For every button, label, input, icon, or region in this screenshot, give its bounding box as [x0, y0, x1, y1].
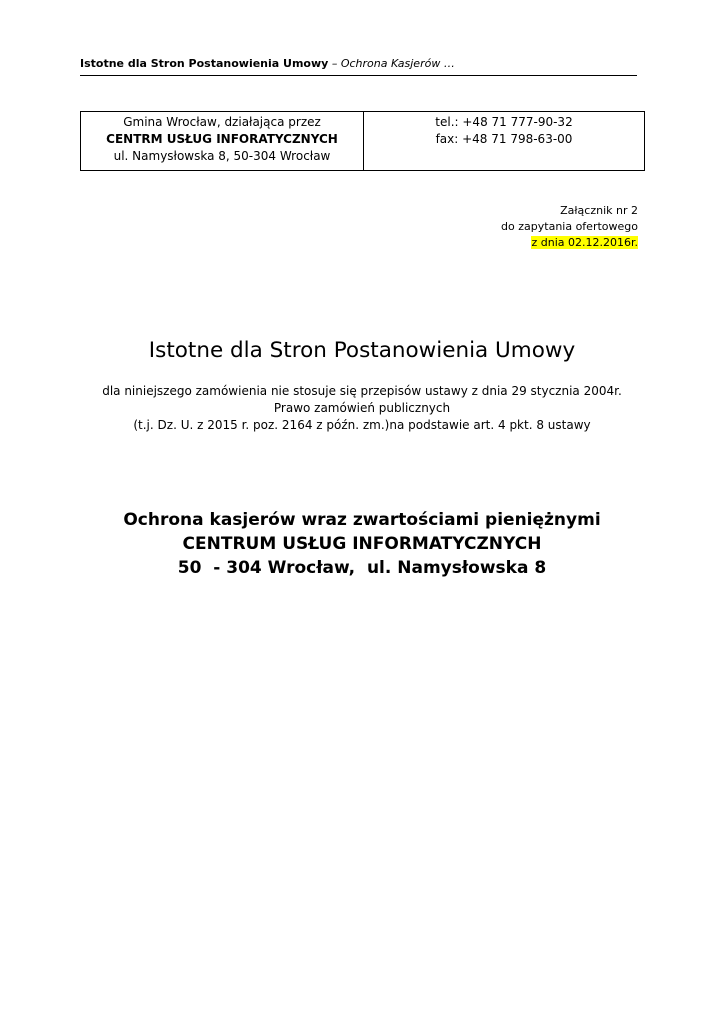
attachment-reference: do zapytania ofertowego — [501, 220, 638, 233]
telephone-number: tel.: +48 71 777-90-32 — [435, 115, 573, 129]
attachment-number: Załącznik nr 2 — [560, 204, 638, 217]
legal-basis-line-3: (t.j. Dz. U. z 2015 r. poz. 2164 z późn. zm.)na podstawie art. 4 pkt. 8 ustawy — [133, 418, 591, 432]
contact-info-table — [80, 111, 645, 171]
legal-basis-line-1: dla niniejszego zamówienia nie stosuje się przepisów ustawy z dnia 29 stycznia 2004r. — [102, 384, 622, 398]
municipality-line: Gmina Wrocław, działająca przez — [123, 115, 321, 129]
header-divider — [80, 75, 637, 76]
subject-line-3: 50 - 304 Wrocław, ul. Namysłowska 8 — [177, 558, 547, 578]
running-header-title: Istotne dla Stron Postanowienia Umowy — [80, 57, 329, 70]
legal-basis-line-2: Prawo zamówień publicznych — [273, 401, 451, 415]
subject-line-1: Ochrona kasjerów wraz zwartościami pieniężnymi — [123, 510, 601, 530]
legal-basis-paragraph — [0, 383, 724, 434]
running-header-subtitle: – Ochrona Kasjerów … — [328, 57, 455, 70]
fax-number: fax: +48 71 798-63-00 — [435, 132, 573, 146]
attachment-date: z dnia 02.12.2016r. — [531, 236, 638, 249]
contract-subject — [0, 508, 724, 580]
street-address: ul. Namysłowska 8, 50-304 Wrocław — [113, 149, 331, 163]
attachment-note — [501, 203, 638, 251]
document-title: Istotne dla Stron Postanowienia Umowy — [148, 338, 576, 363]
phone-cell — [364, 112, 644, 170]
address-cell — [81, 112, 364, 170]
running-header — [80, 56, 636, 72]
subject-line-2: CENTRUM USŁUG INFORMATYCZNYCH — [182, 534, 542, 554]
organization-name: CENTRM USŁUG INFORATYCZNYCH — [106, 132, 338, 146]
